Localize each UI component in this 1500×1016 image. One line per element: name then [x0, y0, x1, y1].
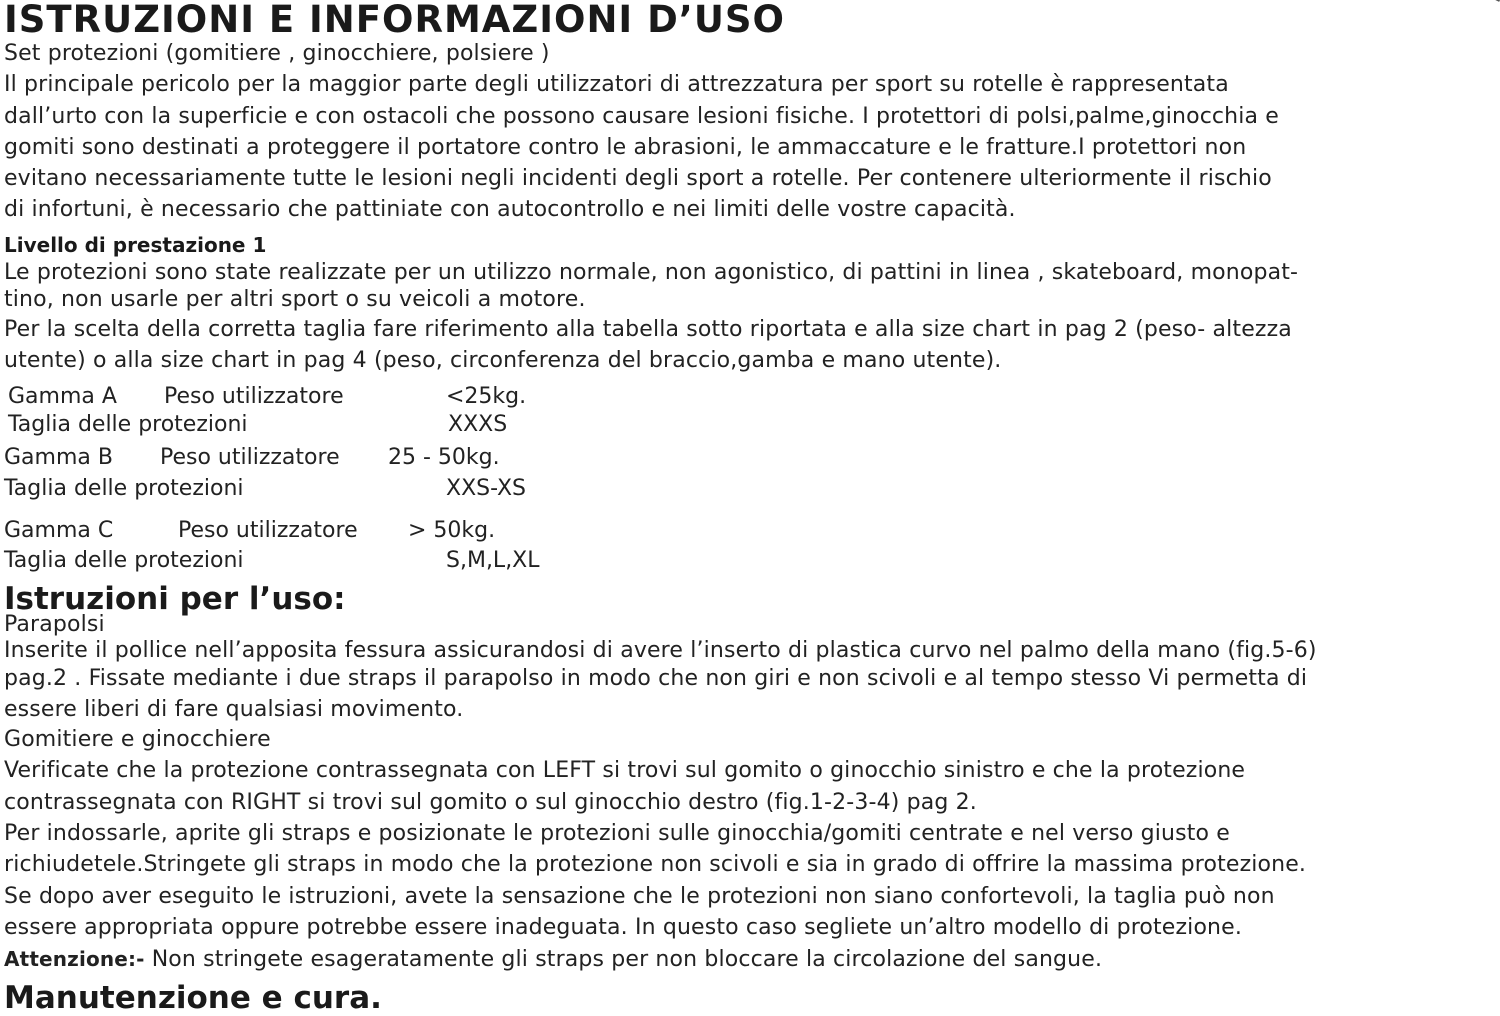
wrist-line: essere liberi di fare qualsiasi movimento. [4, 697, 464, 722]
warning-text: Non stringete esageratamente gli straps per non bloccare la circolazione del sangue. [144, 947, 1103, 972]
subtitle: Set protezioni (gomitiere , ginocchiere, polsiere ) [4, 41, 550, 66]
intro-line: dall’urto con la superficie e con ostacoli che possono causare lesioni fisiche. I protettori di polsi,palme,ginocchia e [4, 104, 1279, 129]
range-b-weight-value: 25 - 50kg. [388, 445, 500, 470]
knee-line: Se dopo aver eseguito le istruzioni, avete la sensazione che le protezioni non siano confortevoli, la taglia può non [4, 884, 1275, 909]
range-a-size-label: Taglia delle protezioni [8, 412, 248, 437]
range-a-weight-value: <25kg. [446, 384, 527, 409]
knee-line: contrassegnata con RIGHT si trovi sul gomito o sul ginocchio destro (fig.1-2-3-4) pag 2. [4, 790, 977, 815]
knee-line: essere appropriata oppure potrebbe essere inadeguata. In questo caso segliete un’altro modello di protezione. [4, 915, 1242, 940]
range-b-weight-label: Peso utilizzatore [160, 445, 340, 470]
range-c-weight-value: > 50kg. [408, 518, 496, 543]
document-title: ISTRUZIONI E INFORMAZIONI D’USO [4, 0, 785, 41]
knee-line: Per indossarle, aprite gli straps e posizionate le protezioni sulle ginocchia/gomiti centrate e nel verso giusto e [4, 821, 1230, 846]
range-c-label: Gamma C [4, 518, 114, 543]
warning-label: Attenzione:- [4, 947, 145, 971]
range-b-label: Gamma B [4, 445, 113, 470]
knee-line: richiudetele.Stringete gli straps in modo che la protezione non scivoli e sia in grado di offrire la massima protezione. [4, 852, 1307, 877]
level-line: Per la scelta della corretta taglia fare riferimento alla tabella sotto riportata e alla size chart in pag 2 (peso- altezza [4, 317, 1292, 342]
range-b-size-label: Taglia delle protezioni [4, 476, 244, 501]
warning-line [4, 945, 1102, 974]
wrist-heading: Parapolsi [4, 612, 105, 637]
intro-line: gomiti sono destinati a proteggere il portatore contro le abrasioni, le ammaccature e le fratture.I protettori non [4, 135, 1247, 160]
intro-line: evitano necessariamente tutte le lesioni negli incidenti degli sport a rotelle. Per contenere ulteriormente il rischio [4, 166, 1272, 191]
range-b-size-value: XXS-XS [446, 476, 526, 501]
knee-line: Verificate che la protezione contrassegnata con LEFT si trovi sul gomito o ginocchio sinistro e che la protezione [4, 758, 1246, 783]
level-heading: Livello di prestazione 1 [4, 233, 267, 257]
range-c-size-label: Taglia delle protezioni [4, 548, 244, 573]
intro-line: Il principale pericolo per la maggior parte degli utilizzatori di attrezzatura per sport su rotelle è rappresentata [4, 72, 1229, 97]
usage-heading: Istruzioni per l’uso: [4, 581, 346, 617]
range-a-weight-label: Peso utilizzatore [164, 384, 344, 409]
intro-line: di infortuni, è necessario che pattiniate con autocontrollo e nei limiti delle vostre capacità. [4, 197, 1016, 222]
level-line: tino, non usarle per altri sport o su veicoli a motore. [4, 287, 586, 312]
maintenance-heading: Manutenzione e cura. [4, 980, 382, 1016]
knee-heading: Gomitiere e ginocchiere [4, 727, 271, 752]
corner-fold-mark [1478, 0, 1500, 16]
range-a-label: Gamma A [8, 384, 117, 409]
range-c-weight-label: Peso utilizzatore [178, 518, 358, 543]
range-c-size-value: S,M,L,XL [446, 548, 540, 573]
range-a-size-value: XXXS [448, 412, 508, 437]
level-line: Le protezioni sono state realizzate per un utilizzo normale, non agonistico, di pattini in linea , skateboard, monopat- [4, 260, 1299, 285]
wrist-line: pag.2 . Fissate mediante i due straps il parapolso in modo che non giri e non scivoli e al tempo stesso Vi permetta di [4, 666, 1308, 691]
level-line: utente) o alla size chart in pag 4 (peso, circonferenza del braccio,gamba e mano utente). [4, 348, 1002, 373]
wrist-line: Inserite il pollice nell’apposita fessura assicurandosi di avere l’inserto di plastica curvo nel palmo della mano (fig.5-6) [4, 638, 1317, 663]
